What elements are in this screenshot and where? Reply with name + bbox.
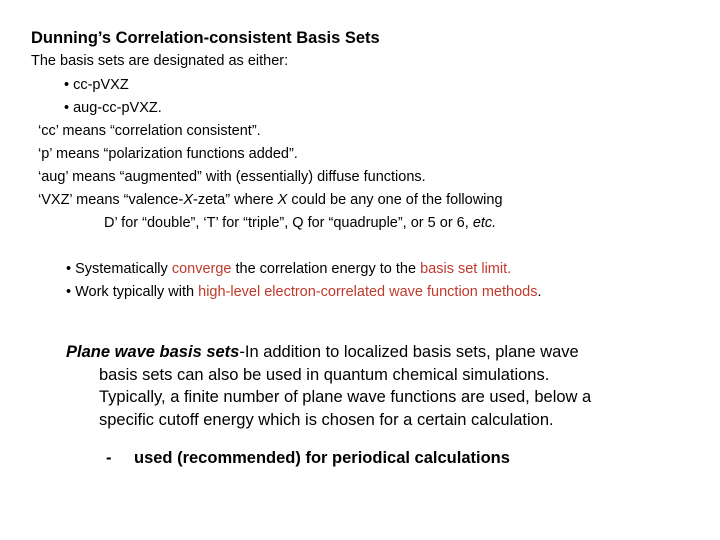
meaning-vxz-part3: could be any one of the following xyxy=(287,192,503,208)
plane-wave-paragraph xyxy=(66,341,656,431)
bullet-converge-part2: the correlation energy to the xyxy=(231,261,421,277)
bullet-converge-highlight1: converge xyxy=(171,261,232,277)
bullet-converge-part1: • Systematically xyxy=(66,261,172,277)
meaning-aug: ‘aug’ means “augmented” with (essentially) diffuse functions. xyxy=(38,169,426,185)
bullet-methods xyxy=(66,284,541,300)
meaning-vxz-part1: ‘VXZ’ means “valence- xyxy=(38,192,184,208)
bullet-methods-part1: • Work typically with xyxy=(66,284,199,300)
zeta-values xyxy=(104,215,496,231)
bullet-converge-highlight2: basis set limit. xyxy=(420,261,512,277)
option-cc-pvxz: • cc-pVXZ xyxy=(64,77,129,93)
meaning-vxz xyxy=(38,192,503,208)
meaning-vxz-x1: X xyxy=(183,192,193,208)
plane-wave-line2: basis sets can also be used in quantum chemical simulations. xyxy=(99,365,550,384)
plane-wave-line3: Typically, a finite number of plane wave functions are used, below a xyxy=(99,388,592,406)
bullet-methods-part2: . xyxy=(537,284,542,300)
meaning-vxz-part2: -zeta” where xyxy=(193,192,278,208)
option-aug-cc-pvxz: • aug-cc-pVXZ. xyxy=(64,100,162,116)
periodic-text: used (recommended) for periodical calculations xyxy=(134,449,510,467)
zeta-values-text: D’ for “double”, ‘T’ for “triple”, Q for “quadruple”, or 5 or 6, xyxy=(104,215,473,231)
meaning-cc: ‘cc’ means “correlation consistent”. xyxy=(38,123,261,139)
meaning-vxz-x2: X xyxy=(277,192,288,208)
zeta-values-etc: etc. xyxy=(472,215,497,231)
bullet-methods-highlight: high-level electron-correlated wave function methods xyxy=(198,284,538,300)
meaning-p: ‘p’ means “polarization functions added”. xyxy=(38,146,298,162)
periodic-item xyxy=(106,449,510,468)
plane-wave-line1: -In addition to localized basis sets, plane wave xyxy=(239,343,579,361)
plane-wave-heading: Plane wave basis sets xyxy=(66,343,240,361)
plane-wave-line4: specific cutoff energy which is chosen for a certain calculation. xyxy=(99,410,554,429)
page-title: Dunning’s Correlation-consistent Basis Sets xyxy=(31,29,380,47)
bullet-converge xyxy=(66,261,511,277)
dash-bullet: - xyxy=(106,449,112,467)
intro-text: The basis sets are designated as either: xyxy=(31,53,289,69)
